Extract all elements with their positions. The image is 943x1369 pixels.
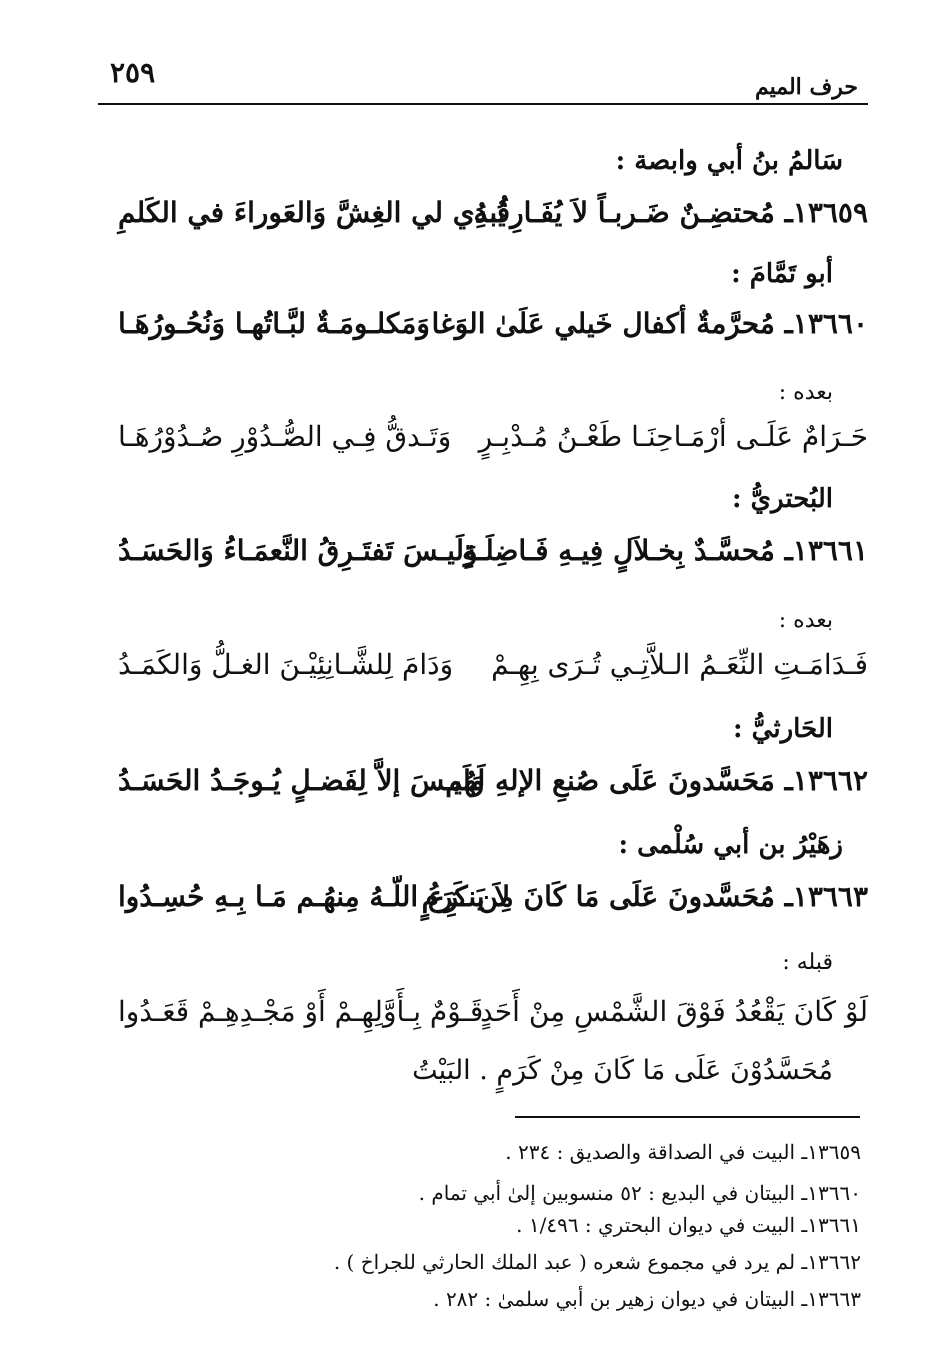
poet-heading: الحَارثيُّ : [733, 714, 833, 744]
footnote: ١٣٦٦١ـ البيت في ديوان البحتري : ١/٤٩٦ . [516, 1213, 861, 1237]
closing-line: مُحَسَّدُوْنَ عَلَى مَا كَانَ مِنْ كَرَمٍ . البَيْتُ [412, 1055, 833, 1086]
note-before: قبله : [782, 950, 833, 975]
verse-first-hemistich: ١٣٦٦٢ـ مَحَسَّدونَ عَلَى صُنعِ الإلهِ لَهُم [445, 764, 868, 797]
verse-second-hemistich: قَـوْمٌ بِـأَوَّلِهِـمْ أَوْ مَجْـدِهِـمْ قَعَـدُوا [118, 995, 484, 1028]
verse-13660 [118, 307, 868, 347]
verse-second-hemistich: وَلَيـسَ تَفتَـرِقُ النَّعمَـاءُ وَالحَسَـدُ [118, 534, 478, 567]
poet-heading: سَالمُ بنُ أبي وابصة : [615, 146, 843, 176]
verse-second-hemistich: لاَ يَنـزِعُ اللّـهُ مِنهُـم مَـا بِـهِ حُسِـدُوا [118, 880, 511, 913]
verse-first-hemistich: ١٣٦٦١ـ مُحسَّـدٌ بِخـلاَلٍ فِيـهِ فَـاضِلَـةٍ [462, 534, 868, 567]
note-after: بعده : [778, 608, 833, 633]
verse-first-hemistich: ١٣٦٦٣ـ مُحَسَّدونَ عَلَى مَا كَانَ مِن كَرَمٍ [421, 880, 868, 913]
verse-second-hemistich: يُبدِي لي الغِشَّ وَالعَوراءَ في الكَلمِ [118, 196, 506, 229]
footnote: ١٣٦٦٣ـ البيتان في ديوان زهير بن أبي سلمىٰ : ٢٨٢ . [433, 1287, 861, 1311]
verse-first-hemistich: حَـرَامٌ عَلَـى أرْمَـاحِنَـا طَعْـنُ مُـدْبِـرٍ [478, 420, 868, 453]
verse-13659 [118, 196, 868, 236]
verse-13661 [118, 534, 868, 574]
verse-second-hemistich: وَتَـدقُّ فِـي الصُّـدُوْرِ صُـدُوْرُهَـا [118, 420, 452, 453]
footnote: ١٣٦٦٢ـ لم يرد في مجموع شعره ( عبد الملك الحارثي للجراخ ) . [333, 1250, 861, 1274]
chapter-title: حرف الميم [754, 74, 858, 100]
verse-first-hemistich: ١٣٦٦٠ـ مُحرَّمةٌ أكفال خَيلي عَلَىٰ الوَغا [431, 307, 868, 340]
verse-second-hemistich: وَدَامَ لِلشَّـانِئِيْـنَ الغـلُّ وَالكَمَـدُ [118, 648, 454, 681]
verse-13663 [118, 880, 868, 920]
header-rule [98, 103, 868, 105]
verse-first-hemistich: لَوْ كَانَ يَقْعُدُ فَوْقَ الشَّمْسِ مِنْ أَحَدٍ [480, 995, 868, 1028]
verse-first-hemistich: فَـدَامَـتِ النِّعَـمُ الـلاَّتِـي تُـرَى بِهِـمْ [491, 648, 868, 681]
verse-second-hemistich: وَمَكلـومَـةٌ لبَّـاتُهـا وَنُحُـورُهَـا [118, 307, 430, 340]
footnote-rule [515, 1116, 860, 1118]
verse-13662 [118, 764, 868, 804]
verse-13663-preceding [118, 995, 868, 1035]
footnote: ١٣٦٥٩ـ البيت في الصداقة والصديق : ٢٣٤ . [505, 1140, 861, 1164]
note-after: بعده : [778, 380, 833, 405]
footnote: ١٣٦٦٠ـ البيتان في البديع : ٥٢ منسوبين إلىٰ أبي تمام . [418, 1181, 861, 1205]
poet-heading: زهَيْرُ بن أبي سُلْمى : [618, 830, 843, 860]
page-number: ٢٥٩ [110, 56, 156, 89]
verse-13661-continuation [118, 648, 868, 688]
verse-first-hemistich: ١٣٦٥٩ـ مُحتضِـنٌ ضَـربـاً لاَ يُفَـارِقُـهُ [473, 196, 868, 229]
verse-second-hemistich: وَلَيـسَ إلاَّ لِفَضـلٍ يُـوجَـدُ الحَسَـدُ [118, 764, 485, 797]
poet-heading: أبو تَمَّامَ : [731, 259, 833, 289]
verse-13660-continuation [118, 420, 868, 460]
poet-heading: البُحتريُّ : [732, 484, 833, 514]
